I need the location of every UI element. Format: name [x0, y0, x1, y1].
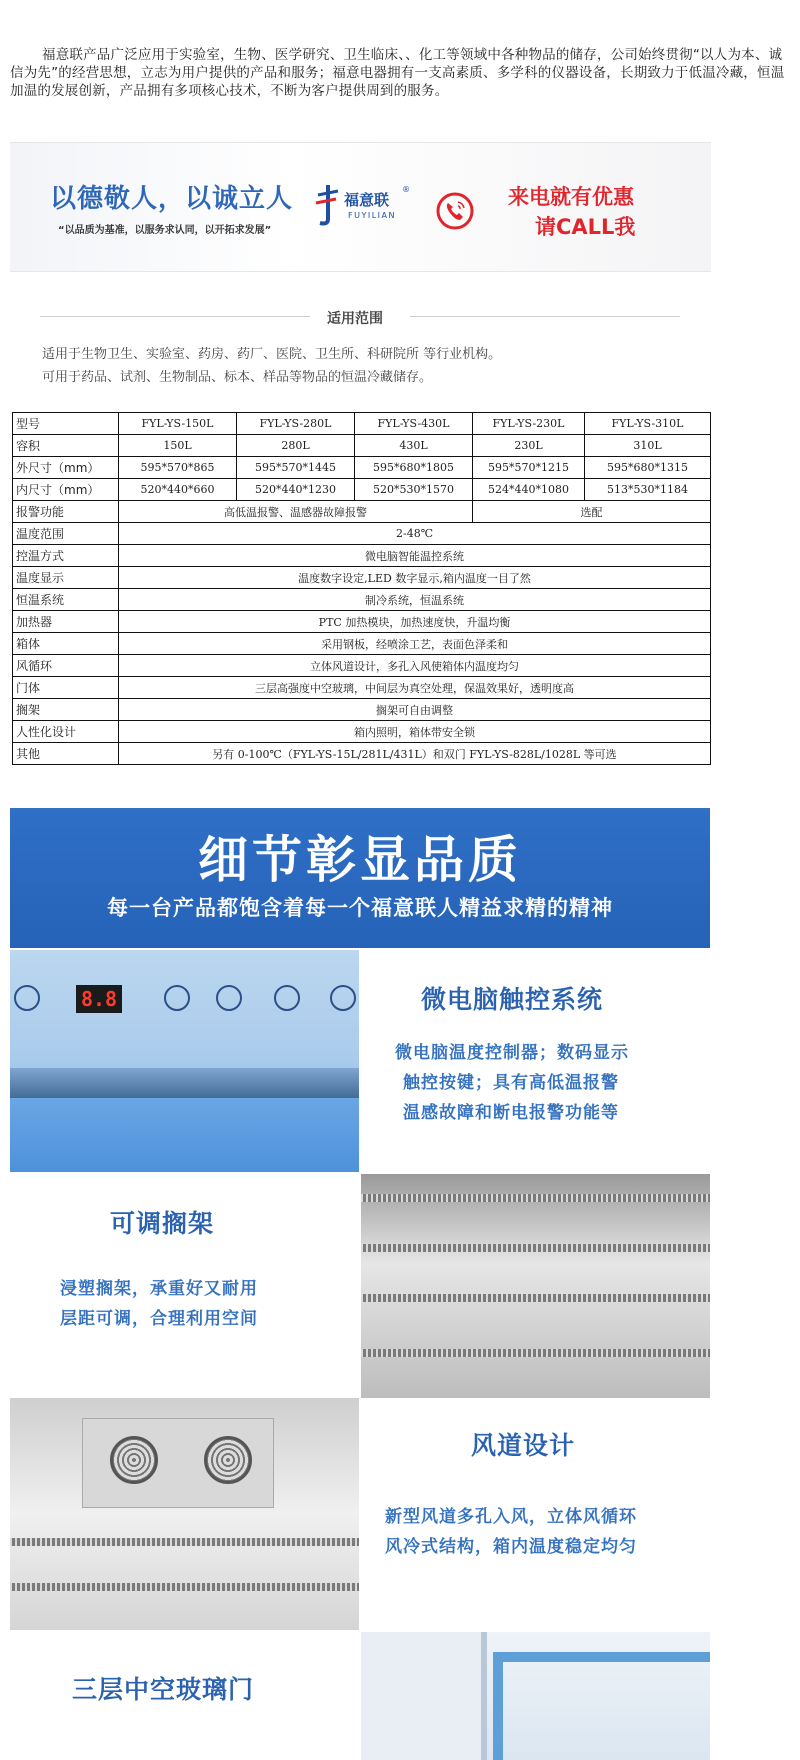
temperature-display: 8.8 — [76, 985, 122, 1013]
feature-line: 新型风道多孔入风，立体风循环 — [385, 1507, 637, 1527]
feature-line: 触控按键；具有高低温报警 — [403, 1073, 619, 1093]
table-row — [13, 611, 711, 633]
table-row — [13, 523, 711, 545]
table-cell: PTC 加热模块，加热速度快，升温均衡 — [119, 611, 711, 633]
promo-line-1: 来电就有优惠 — [508, 185, 634, 209]
table-row — [13, 655, 711, 677]
panel-body — [10, 1098, 359, 1172]
table-cell: 595*570*865 — [119, 457, 237, 479]
table-cell: 容积 — [13, 435, 119, 457]
table-cell: 型号 — [13, 413, 119, 435]
table-cell: 150L — [119, 435, 237, 457]
feature-title: 风道设计 — [471, 1431, 576, 1460]
table-cell: 搁架可自由调整 — [119, 699, 711, 721]
feature-line: 浸塑搁架，承重好又耐用 — [60, 1279, 258, 1299]
table-cell: 280L — [237, 435, 355, 457]
table-cell: 595*680*1315 — [585, 457, 711, 479]
table-cell: 制冷系统，恒温系统 — [119, 589, 711, 611]
table-row — [13, 545, 711, 567]
scope-title: 适用范围 — [327, 311, 383, 327]
glass-door-photo — [361, 1632, 710, 1760]
table-cell: FYL-YS-230L — [473, 413, 585, 435]
table-cell: 595*570*1445 — [237, 457, 355, 479]
table-row — [13, 633, 711, 655]
table-cell: 门体 — [13, 677, 119, 699]
banner-slogan-sub: “以品质为基准，以服务求认同，以开拓求发展” — [58, 225, 272, 236]
table-row — [13, 677, 711, 699]
table-cell: 513*530*1184 — [585, 479, 711, 501]
feature-line: 层距可调，合理利用空间 — [60, 1309, 258, 1329]
promo-banner — [10, 142, 711, 272]
table-row — [13, 567, 711, 589]
table-cell: 箱内照明，箱体带安全锁 — [119, 721, 711, 743]
table-cell: 430L — [355, 435, 473, 457]
control-panel-photo — [10, 950, 359, 1172]
feature-title: 微电脑触控系统 — [421, 985, 604, 1014]
shelf — [10, 1538, 359, 1546]
shelf — [10, 1583, 359, 1591]
shelf-photo — [361, 1174, 710, 1398]
details-title: 细节彰显品质 — [198, 831, 522, 889]
shelf — [361, 1194, 710, 1202]
scope-line-2: 可用于药品、试剂、生物制品、标本、样品等物品的恒温冷藏储存。 — [42, 370, 433, 385]
table-cell: 立体风道设计，多孔入风使箱体内温度均匀 — [119, 655, 711, 677]
table-cell: 选配 — [473, 501, 711, 523]
phone-icon — [435, 191, 475, 231]
table-cell: 温度范围 — [13, 523, 119, 545]
table-cell: FYL-YS-310L — [585, 413, 711, 435]
brand-registered: ® — [402, 185, 410, 194]
table-cell: 采用钢板，经喷涂工艺，表面色泽柔和 — [119, 633, 711, 655]
table-cell: 风循环 — [13, 655, 119, 677]
table-cell: 524*440*1080 — [473, 479, 585, 501]
table-cell: 微电脑智能温控系统 — [119, 545, 711, 567]
table-cell: 230L — [473, 435, 585, 457]
brand-name: 福意联 — [344, 191, 390, 209]
table-cell: 520*440*1230 — [237, 479, 355, 501]
spec-table — [12, 412, 711, 765]
table-cell: 搁架 — [13, 699, 119, 721]
table-cell: 温度数字设定,LED 数字显示,箱内温度一目了然 — [119, 567, 711, 589]
table-row — [13, 479, 711, 501]
table-row — [13, 457, 711, 479]
table-row — [13, 721, 711, 743]
table-cell: 310L — [585, 435, 711, 457]
table-cell: 高低温报警、温感器故障报警 — [119, 501, 473, 523]
shelf — [361, 1244, 710, 1252]
feature-panel-door — [10, 1632, 359, 1760]
feature-line: 微电脑温度控制器；数码显示 — [395, 1043, 629, 1063]
feature-title: 可调搁架 — [110, 1209, 215, 1238]
table-cell: 加热器 — [13, 611, 119, 633]
feature-line: 风冷式结构，箱内温度稳定均匀 — [385, 1537, 637, 1557]
panel-strip — [10, 1068, 359, 1098]
feature-panel-shelf — [10, 1174, 359, 1396]
feature-panel-control — [359, 950, 710, 1172]
feature-panel-duct — [359, 1398, 710, 1630]
table-cell: FYL-YS-150L — [119, 413, 237, 435]
table-cell: 人性化设计 — [13, 721, 119, 743]
table-cell: 三层高强度中空玻璃，中间层为真空处理，保温效果好，透明度高 — [119, 677, 711, 699]
table-cell: 595*570*1215 — [473, 457, 585, 479]
table-row — [13, 699, 711, 721]
mute-icon — [274, 985, 300, 1011]
table-row — [13, 743, 711, 765]
table-cell: FYL-YS-280L — [237, 413, 355, 435]
table-cell: 内尺寸（mm） — [13, 479, 119, 501]
table-cell: 控温方式 — [13, 545, 119, 567]
table-row — [13, 501, 711, 523]
brand-logo-icon — [312, 181, 340, 227]
details-subtitle: 每一台产品都饱含着每一个福意联人精益求精的精神 — [107, 896, 613, 920]
table-cell: 595*680*1805 — [355, 457, 473, 479]
intro-paragraph: 福意联产品广泛应用于实验室，生物、医学研究、卫生临床、、化工等领域中各种物品的储存，公司始终贯彻“以人为本、诚信为先”的经营思想，立志为用户提供的产品和服务；福意电器拥有一支高素质、多学科的仪器设备，长期致力于低温冷藏，恒温加温的发展创新，产品拥有多项核心技术，不断为客户提供周到的服务。 — [10, 47, 785, 99]
air-duct-photo — [10, 1398, 359, 1630]
details-hero — [10, 808, 710, 948]
fan-icon — [204, 1436, 252, 1484]
glass-door — [493, 1652, 710, 1760]
brand-name-en: FUYILIAN — [348, 211, 396, 220]
table-row — [13, 413, 711, 435]
table-cell: 其他 — [13, 743, 119, 765]
table-cell: 520*440*660 — [119, 479, 237, 501]
banner-slogan: 以德敬人，以诚立人 — [50, 184, 294, 214]
down-arrow-icon — [216, 985, 242, 1011]
feature-title: 三层中空玻璃门 — [72, 1675, 255, 1704]
fan-icon — [110, 1436, 158, 1484]
power-icon — [330, 985, 356, 1011]
table-cell: 2-48℃ — [119, 523, 711, 545]
table-cell: 520*530*1570 — [355, 479, 473, 501]
table-cell: 恒温系统 — [13, 589, 119, 611]
shelf — [361, 1294, 710, 1302]
table-cell: FYL-YS-430L — [355, 413, 473, 435]
table-row — [13, 589, 711, 611]
table-cell: 报警功能 — [13, 501, 119, 523]
scope-line-1: 适用于生物卫生、实验室、药房、药厂、医院、卫生所、科研院所 等行业机构。 — [42, 347, 502, 362]
table-row — [13, 435, 711, 457]
table-cell: 温度显示 — [13, 567, 119, 589]
table-cell: 外尺寸（mm） — [13, 457, 119, 479]
up-arrow-icon — [164, 985, 190, 1011]
light-icon — [14, 985, 40, 1011]
table-cell: 另有 0-100℃（FYL-YS-15L/281L/431L）和双门 FYL-YS-828L/1028L 等可选 — [119, 743, 711, 765]
table-cell: 箱体 — [13, 633, 119, 655]
door-frame — [361, 1632, 487, 1760]
shelf — [361, 1349, 710, 1357]
feature-line: 温感故障和断电报警功能等 — [403, 1103, 619, 1123]
promo-line-2: 请CALL我 — [535, 215, 636, 239]
